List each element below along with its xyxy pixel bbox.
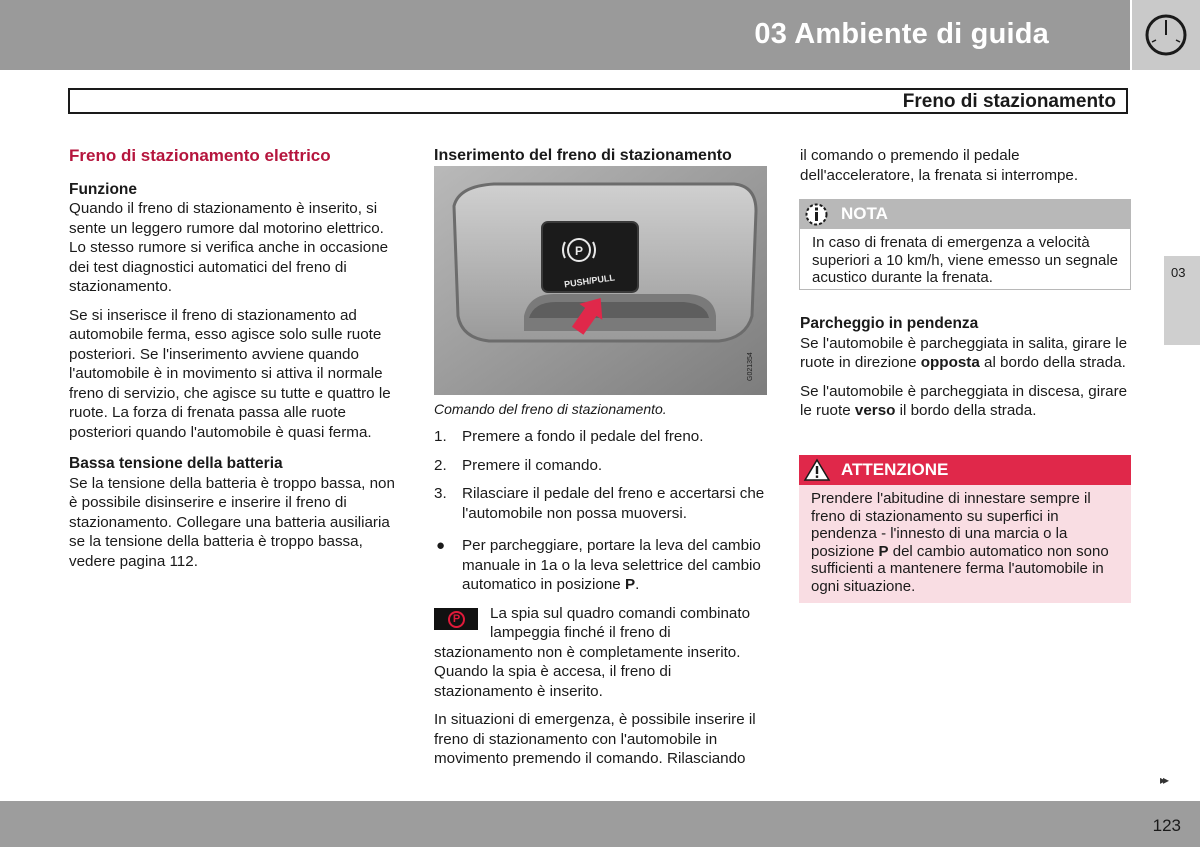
article-heading: Freno di stazionamento elettrico — [69, 146, 331, 165]
column-1 — [69, 146, 404, 580]
column-3-slope — [800, 314, 1132, 430]
batteria-heading: Bassa tensione della batteria — [69, 455, 283, 472]
chapter-icon-box — [1132, 0, 1200, 70]
nota-text: In caso di frenata di emergenza a velocità superiori a 10 km/h, viene emesso un segnale acustico durante la frenata. — [799, 229, 1131, 290]
list-item: 2. Premere il comando. — [434, 456, 603, 474]
column-2-heading: Inserimento del freno di stazionamento — [434, 147, 732, 164]
list-item-bullet: ● Per parcheggiare, portare la leva del cambio manuale in 1a o la leva selettrice del cambio automatico in posizione P. — [436, 537, 761, 593]
attenzione-header — [799, 455, 1131, 485]
section-title: Freno di stazionamento — [902, 91, 1116, 112]
nota-header — [799, 199, 1131, 229]
discesa-paragraph: Se l'automobile è parcheggiata in discesa, girare le ruote verso il bordo della strada. — [800, 382, 1128, 419]
salita-paragraph: Se l'automobile è parcheggiata in salita, girare le ruote in direzione opposta al bordo della strada. — [800, 334, 1128, 371]
speedometer-icon — [1143, 12, 1189, 58]
warning-lamp-paragraph: P La spia sul quadro comandi combinato lampeggia finché il freno di stazionamento non è completamente inserito. Quando la spia è accesa, il freno di stazionamento è inserito. — [434, 604, 751, 700]
funzione-heading: Funzione — [69, 180, 138, 198]
attenzione-text: Prendere l'abitudine di innestare sempre il freno di stazionamento su superfici in pendenza - l'innesto di una marcia o la posizione P del cambio automatico non sono sufficienti a mantenere ferma l'automobile in ogni situazione. — [799, 485, 1131, 603]
chapter-header — [0, 0, 1130, 70]
funzione-paragraph-2: Se si inserisce il freno di stazionamento ad automobile ferma, esso agisce solo sulle ruote posteriori. Se l'inserimento avviene quando l'automobile è in movimento si attiva il normale freno di servizio, che agisce su tutte e quattro le ruote. La forza di frenata passa alle ruote posteriori quando l'automobile è quasi ferma. — [69, 306, 391, 441]
continue-arrows-icon: ▸▸ — [1160, 773, 1167, 787]
parking-brake-lamp-icon: P — [434, 608, 478, 630]
attenzione-box — [799, 455, 1131, 603]
chapter-side-tab — [1164, 256, 1200, 345]
push-pull-label: PUSH/PULL — [563, 272, 616, 290]
photo-caption: Comando del freno di stazionamento. — [434, 401, 667, 417]
page-footer — [0, 801, 1200, 847]
chapter-title: 03 Ambiente di guida — [754, 18, 1049, 50]
list-item: 1. Premere a fondo il pedale del freno. — [434, 428, 704, 445]
pendenza-heading: Parcheggio in pendenza — [800, 315, 979, 332]
warning-triangle-icon — [803, 458, 831, 482]
steps-list — [434, 427, 769, 769]
page-number: 123 — [1152, 816, 1181, 835]
svg-text:P: P — [575, 244, 584, 258]
parking-brake-photo — [434, 166, 767, 395]
emergency-paragraph: In situazioni di emergenza, è possibile inserire il freno di stazionamento con l'automobile in movimento premendo il comando. Rilasciando — [434, 711, 756, 767]
nota-box — [799, 199, 1131, 290]
chapter-tab-label: 03 — [1171, 265, 1186, 280]
funzione-paragraph-1: Quando il freno di stazionamento è inserito, si sente un leggero rumore dal motorino elettrico. Lo stesso rumore si verifica anche in occasione dei test diagnostici automatici del freno di stazionamento. — [69, 200, 389, 295]
image-code: G021354 — [747, 352, 754, 381]
nota-label: NOTA — [841, 204, 888, 223]
section-bar — [68, 88, 1128, 114]
attenzione-label: ATTENZIONE — [841, 460, 949, 479]
batteria-paragraph: Se la tensione della batteria è troppo bassa, non è possibile disinserire e inserire il freno di stazionamento. Collegare una batteria ausiliaria se la tensione della batteria è troppo bassa, vedere pagina 112. — [69, 474, 395, 570]
list-item: 3. Rilasciare il pedale del freno e accertarsi che l'automobile non possa muoversi. — [434, 485, 765, 522]
bullet-icon: ● — [436, 537, 446, 554]
column-3-continuation: il comando o premendo il pedale dell'acceleratore, la frenata si interrompe. — [800, 147, 1079, 184]
info-icon — [804, 202, 829, 227]
